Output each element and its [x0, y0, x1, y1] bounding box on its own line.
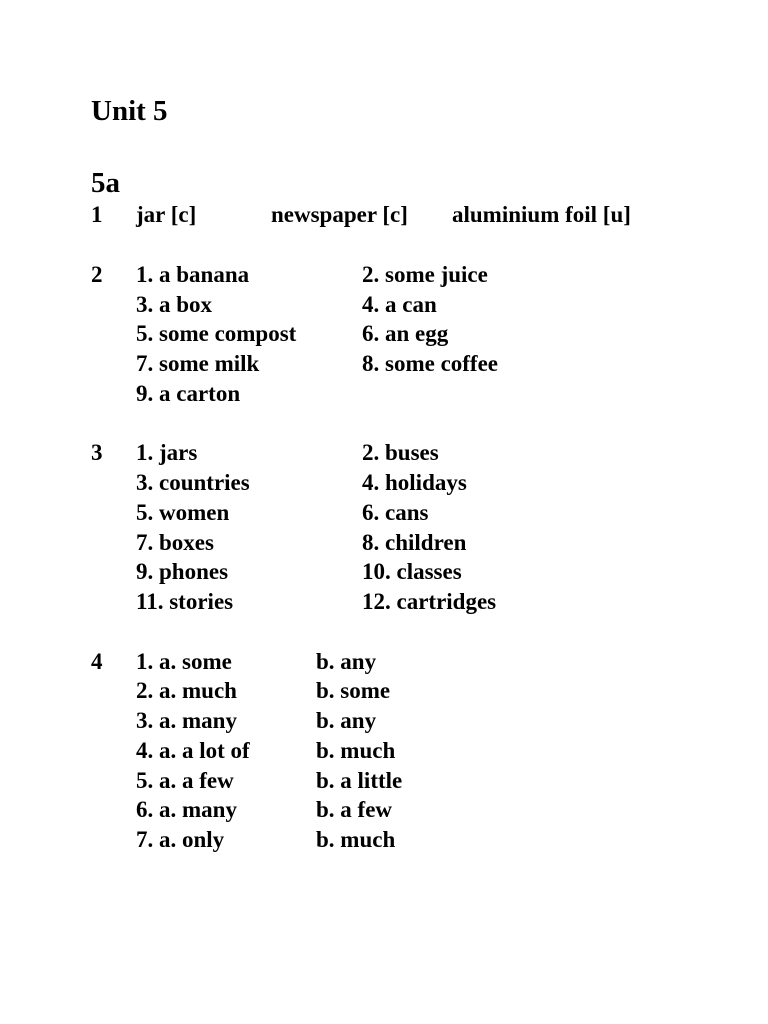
exercise-3-answer: 6. cans [362, 500, 429, 525]
section-title: 5a [91, 167, 120, 199]
exercise-2-answer: 9. a carton [136, 381, 241, 406]
exercise-3-answer: 10. classes [362, 559, 462, 584]
exercise-4-answer-b: b. a little [316, 768, 403, 793]
exercise-1-item: newspaper [c] [271, 202, 408, 227]
exercise-3-answer: 7. boxes [136, 530, 214, 555]
exercise-3-answer: 8. children [362, 530, 467, 555]
exercise-3-answer: 11. stories [136, 589, 234, 614]
exercise-3-answer: 4. holidays [362, 470, 467, 495]
exercise-4-answer-a: 5. a. a few [136, 768, 234, 793]
exercise-2-answer: 6. an egg [362, 321, 449, 346]
exercise-2-answer: 8. some coffee [362, 351, 499, 376]
exercise-2-answer: 4. a can [362, 292, 437, 317]
exercise-4-answer-b: b. a few [316, 797, 393, 822]
exercise-4-answer-b: b. some [316, 678, 391, 703]
exercise-3-answer: 2. buses [362, 440, 439, 465]
exercise-2-answer: 5. some compost [136, 321, 297, 346]
exercise-4-answer-b: b. any [316, 708, 377, 733]
exercise-4-answer-a: 6. a. many [136, 797, 237, 822]
exercise-3-answer: 5. women [136, 500, 230, 525]
exercise-3-answer: 12. cartridges [362, 589, 497, 614]
exercise-2-answer: 7. some milk [136, 351, 260, 376]
exercise-1-item: jar [c] [136, 202, 197, 227]
exercise-3-answer: 9. phones [136, 559, 229, 584]
exercise-4-answer-b: b. any [316, 649, 377, 674]
exercise-3-answer: 1. jars [136, 440, 198, 465]
exercise-4-answer-a: 4. a. a lot of [136, 738, 250, 763]
exercise-4-number: 4 [91, 649, 103, 674]
exercise-4-answer-b: b. much [316, 738, 396, 763]
exercise-2-answer: 2. some juice [362, 262, 488, 287]
exercise-1-item: aluminium foil [u] [452, 202, 631, 227]
exercise-2-answer: 3. a box [136, 292, 213, 317]
exercise-4-answer-a: 3. a. many [136, 708, 237, 733]
exercise-4-answer-b: b. much [316, 827, 396, 852]
exercise-3-answer: 3. countries [136, 470, 250, 495]
exercise-2-number: 2 [91, 262, 103, 287]
exercise-3-number: 3 [91, 440, 103, 465]
exercise-4-answer-a: 1. a. some [136, 649, 232, 674]
exercise-4-answer-a: 7. a. only [136, 827, 225, 852]
exercise-1-number: 1 [91, 202, 103, 227]
exercise-4-answer-a: 2. a. much [136, 678, 237, 703]
unit-title: Unit 5 [91, 95, 168, 127]
exercise-2-answer: 1. a banana [136, 262, 250, 287]
